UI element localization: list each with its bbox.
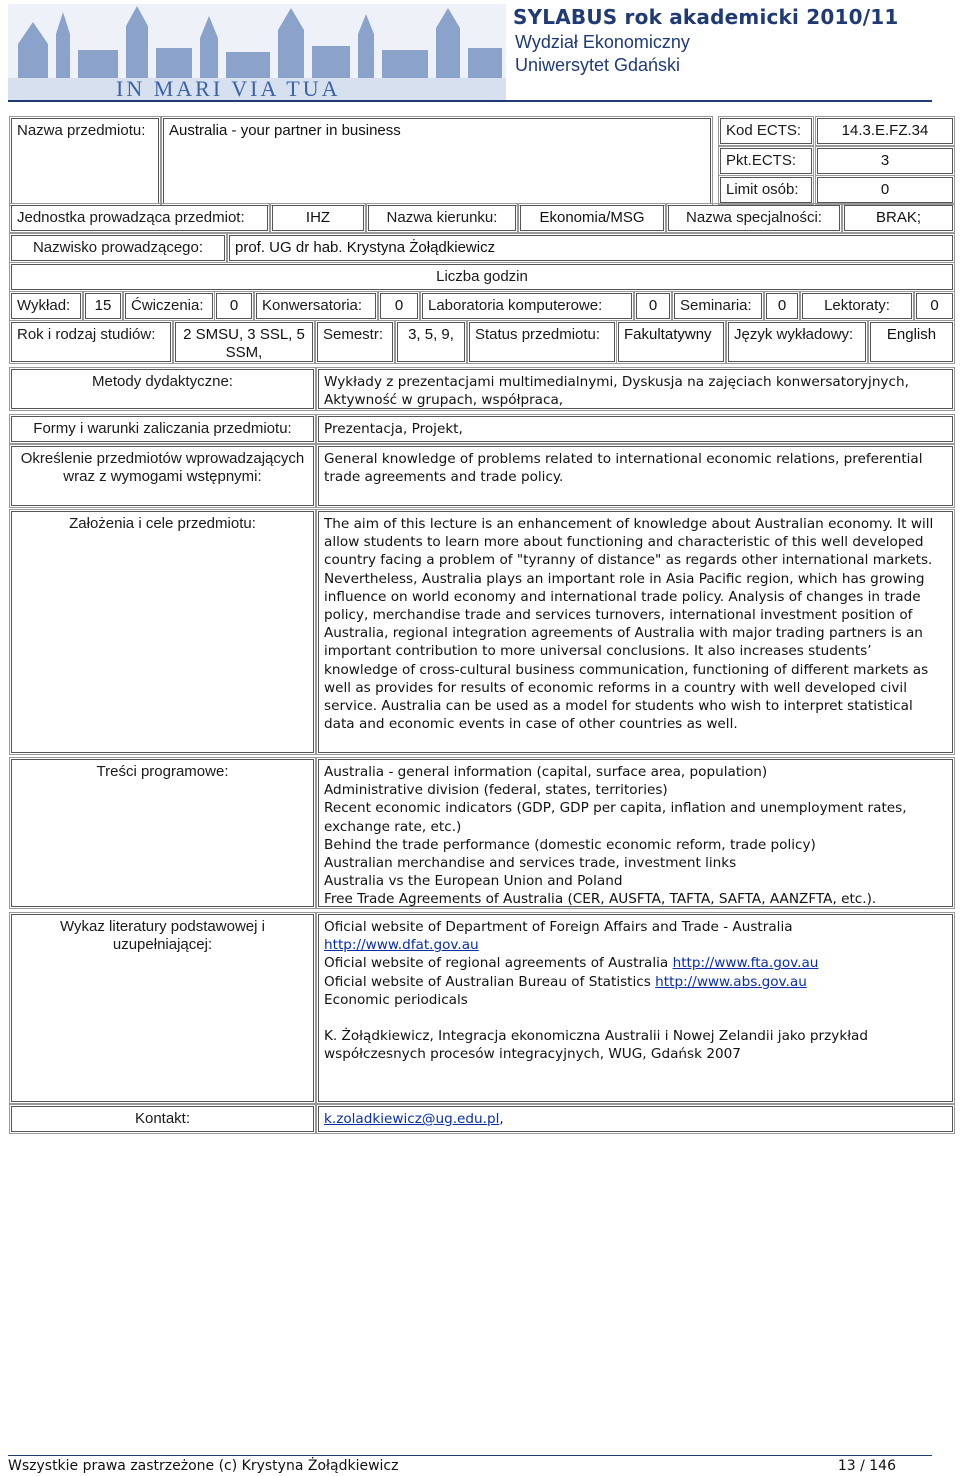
dfat-link[interactable]: http://www.dfat.gov.au — [324, 937, 479, 954]
seat-limit-label: Limit osób: — [720, 177, 812, 203]
contact-value — [318, 1106, 953, 1132]
specialization-label: Nazwa specjalności: — [668, 205, 840, 231]
prerequisites-label: Określenie przedmiotów wprowadzających wraz z wymogami wstępnymi: — [11, 446, 314, 506]
language-course-hours-label: Lektoraty: — [802, 293, 912, 319]
ects-points-label: Pkt.ECTS: — [720, 148, 812, 174]
study-year-label: Rok i rodzaj studiów: — [11, 322, 171, 362]
specialization-value: BRAK; — [844, 205, 953, 231]
unit-value: IHZ — [272, 205, 364, 231]
lab-hours-value: 0 — [636, 293, 670, 319]
course-status-value: Fakultatywny — [618, 322, 724, 362]
footer-copyright: Wszystkie prawa zastrzeżone (c) Krystyna Żołądkiewicz — [8, 1458, 399, 1474]
conversatory-hours-value: 0 — [380, 293, 418, 319]
list-item: Recent economic indicators (GDP, GDP per capita, inflation and unemployment rates, exchange rate, etc.) — [324, 800, 907, 835]
goals-label: Założenia i cele przedmiotu: — [11, 511, 314, 753]
list-item: Behind the trade performance (domestic economic reform, trade policy) — [324, 836, 816, 853]
contact-suffix: , — [499, 1111, 504, 1127]
course-status-label: Status przedmiotu: — [469, 322, 615, 362]
course-name-value: Australia - your partner in business — [163, 118, 711, 204]
abs-link[interactable]: http://www.abs.gov.au — [655, 973, 807, 990]
page-number: 13 / 146 — [837, 1458, 896, 1474]
methods-value: Wykłady z prezentacjami multimedialnymi, Dyskusja na zajęciach konwersatoryjnych, Aktywność w grupach, współpraca, — [318, 369, 953, 409]
language-course-hours-value: 0 — [916, 293, 953, 319]
course-name-label: Nazwa przedmiotu: — [11, 118, 159, 204]
exercise-hours-value: 0 — [216, 293, 252, 319]
footer-divider — [8, 1455, 932, 1456]
major-value: Ekonomia/MSG — [520, 205, 664, 231]
literature-value — [318, 914, 953, 1102]
semester-value: 3, 5, 9, — [397, 322, 465, 362]
exercise-hours-label: Ćwiczenia: — [125, 293, 213, 319]
unit-label: Jednostka prowadząca przedmiot: — [11, 205, 268, 231]
seminar-hours-value: 0 — [766, 293, 798, 319]
list-item: Administrative division (federal, states, territories) — [324, 782, 668, 799]
study-year-value: 2 SMSU, 3 SSL, 5 SSM, — [175, 322, 313, 362]
major-label: Nazwa kierunku: — [368, 205, 516, 231]
literature-label: Wykaz literatury podstawowej i uzupełniającej: — [11, 914, 314, 1102]
goals-value: The aim of this lecture is an enhancement of knowledge about Australian economy. It will allow students to learn more about functioning and characteristic of this well developed country facing a problem of "tyranny of distance" as regards other international markets. Nevertheless, Australia plays an important role in Asia Pacific region, which has growing influence on world economy and international trade policy. Analysis of changes in trade policy, merchandise trade and services turnovers, international investment position of Australia, regional integration agreements of Australia with major trading partners is an important contribution to more universal conclusions. It also increases students’ knowledge of cross-cultural business communication, functioning of different markets as well as provides for results of economic reforms in a country with well developed civil service. Australia can be used as a model for students who wish to interpret statistical data and economic events in case of other countries as well. — [318, 511, 953, 753]
prerequisites-value: General knowledge of problems related to international economic relations, preferential trade agreements and trade policy. — [318, 446, 953, 506]
ects-code-label: Kod ECTS: — [720, 118, 812, 144]
lecture-hours-value: 15 — [85, 293, 121, 319]
literature-item-dfat: Oficial website of Department of Foreign Affairs and Trade - Australia — [324, 919, 793, 935]
fta-link[interactable]: http://www.fta.gov.au — [672, 955, 819, 972]
lecturer-label: Nazwisko prowadzącego: — [11, 235, 225, 261]
literature-item-periodicals: Economic periodicals — [324, 991, 468, 1008]
conversatory-hours-label: Konwersatoria: — [256, 293, 376, 319]
motto-text: IN MARI VIA TUA — [116, 76, 341, 100]
university-name: Uniwersytet Gdański — [515, 55, 681, 75]
literature-item-fta: Oficial website of regional agreements of Australia — [324, 955, 669, 972]
syllabus-title: SYLABUS rok akademicki 2010/11 — [513, 5, 899, 29]
contact-email-link[interactable]: k.zoladkiewicz@ug.edu.pl — [324, 1111, 500, 1127]
literature-item-abs: Oficial website of Australian Bureau of Statistics — [324, 973, 651, 990]
program-content-label: Treści programowe: — [11, 759, 314, 907]
list-item: Free Trade Agreements of Australia (CER, AUSFTA, TAFTA, SAFTA, AANZFTA, etc.). — [324, 891, 877, 907]
hours-title: Liczba godzin — [11, 264, 953, 290]
ects-points-value: 3 — [817, 148, 953, 174]
lecturer-value: prof. UG dr hab. Krystyna Żołądkiewicz — [229, 235, 953, 261]
teaching-language-label: Język wykładowy: — [728, 322, 866, 362]
list-item: Australia vs the European Union and Poland — [324, 873, 623, 890]
assessment-value: Prezentacja, Projekt, — [318, 416, 953, 442]
university-banner — [8, 4, 506, 100]
assessment-label: Formy i warunki zaliczania przedmiotu: — [11, 416, 314, 442]
literature-item-book: K. Żołądkiewicz, Integracja ekonomiczna Australii i Nowej Zelandii jako przykład współczesnych procesów integracyjnych, WUG, Gdańsk 2007 — [324, 1028, 869, 1063]
header-divider — [8, 100, 932, 102]
gdansk-skyline-image — [8, 4, 506, 100]
contact-label: Kontakt: — [11, 1106, 314, 1132]
ects-code-value: 14.3.E.FZ.34 — [817, 118, 953, 144]
lab-hours-label: Laboratoria komputerowe: — [422, 293, 632, 319]
seat-limit-value: 0 — [817, 177, 953, 203]
semester-label: Semestr: — [317, 322, 393, 362]
program-content-value — [318, 759, 953, 907]
lecture-hours-label: Wykład: — [11, 293, 81, 319]
seminar-hours-label: Seminaria: — [674, 293, 762, 319]
teaching-language-value: English — [870, 322, 953, 362]
list-item: Australia - general information (capital, surface area, population) — [324, 764, 768, 780]
methods-label: Metody dydaktyczne: — [11, 369, 314, 409]
faculty-name: Wydział Ekonomiczny — [515, 32, 690, 52]
list-item: Australian merchandise and services trade, investment links — [324, 855, 737, 872]
